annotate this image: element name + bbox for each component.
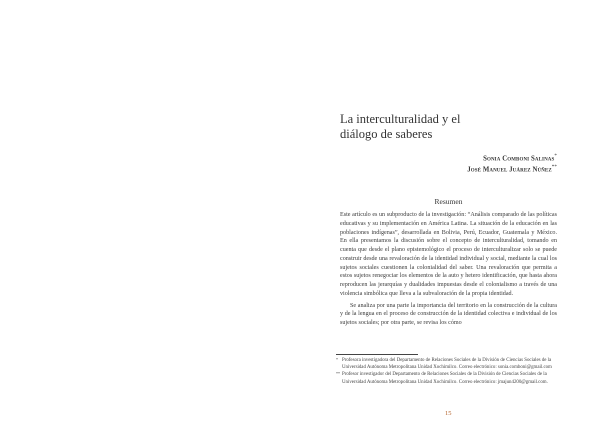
author-2-name: José Manuel Juárez Núñez: [467, 166, 552, 174]
footnote-2-text: Profesor investigador del Departamento de Relaciones Sociales de la División de Ciencias Sociales de la Universidad Autónoma Metropolitana Unidad Xochimilco. Correo electrónico: jmajun4200@gmail.com.: [342, 372, 548, 385]
footnote-1: [336, 357, 557, 371]
paragraph-2: Se analiza por una parte la importancia del territorio en la construcción de la cultura y de la lengua en el proceso de construcción de la identidad colectiva e individual de los sujetos sociales; por otra parte, se revisa los cómo: [340, 302, 557, 326]
author-1-name: Sonia Comboni Salinas: [483, 155, 555, 163]
author-list: [467, 152, 557, 175]
page-number: 15: [445, 410, 452, 417]
footnote-2: [336, 371, 557, 385]
footnote-1-marker: *: [336, 357, 338, 362]
abstract-body: [340, 211, 557, 328]
footnote-2-marker: **: [336, 371, 340, 377]
article-title-line-2: diálogo de saberes: [340, 127, 433, 141]
footnote-separator: [336, 354, 418, 355]
footnotes: [336, 357, 557, 386]
footnote-1-text: Profesora investigadora del Departamento de Relaciones Sociales de la División de Ciencias Sociales de la Universidad Autónoma Metropolitana Unidad Xochimilco. Correo electrónico: sonia.comboni@gmail.com: [342, 358, 552, 371]
paragraph-1: Este artículo es un subproducto de la investigación: “Análisis comparado de las políticas educativas y su implementación en América Latina. La situación de la educación en las poblaciones indígenas”, desarrollada en Bolivia, Perú, Ecuador, Guatemala y México. En ella presentamos la discusión sobre el concepto de interculturalidad, tomando en cuenta que desde el plano epistemológico el proceso de interculturalizar solo se puede construir desde una revaloración de la identidad individual y social, mediante la cual los sujetos sociales cuestionen la colonialidad del saber. Una revaloración que permita a estos sujetos renegociar los elementos de la auto y hetero identificación, que hasta ahora reproducen las jerarquías y dualidades impuestas desde el colonialismo a través de una violencia simbólica que lleva a la subvaloración de la propia identidad.: [340, 212, 557, 297]
abstract-heading: Resumen: [434, 197, 463, 206]
article-title-line-1: La interculturalidad y el: [340, 112, 461, 126]
author-2-marker: **: [551, 165, 557, 171]
author-1: [467, 152, 557, 163]
author-1-marker: *: [554, 154, 557, 159]
author-2: [467, 163, 557, 174]
article-title: [340, 112, 540, 142]
